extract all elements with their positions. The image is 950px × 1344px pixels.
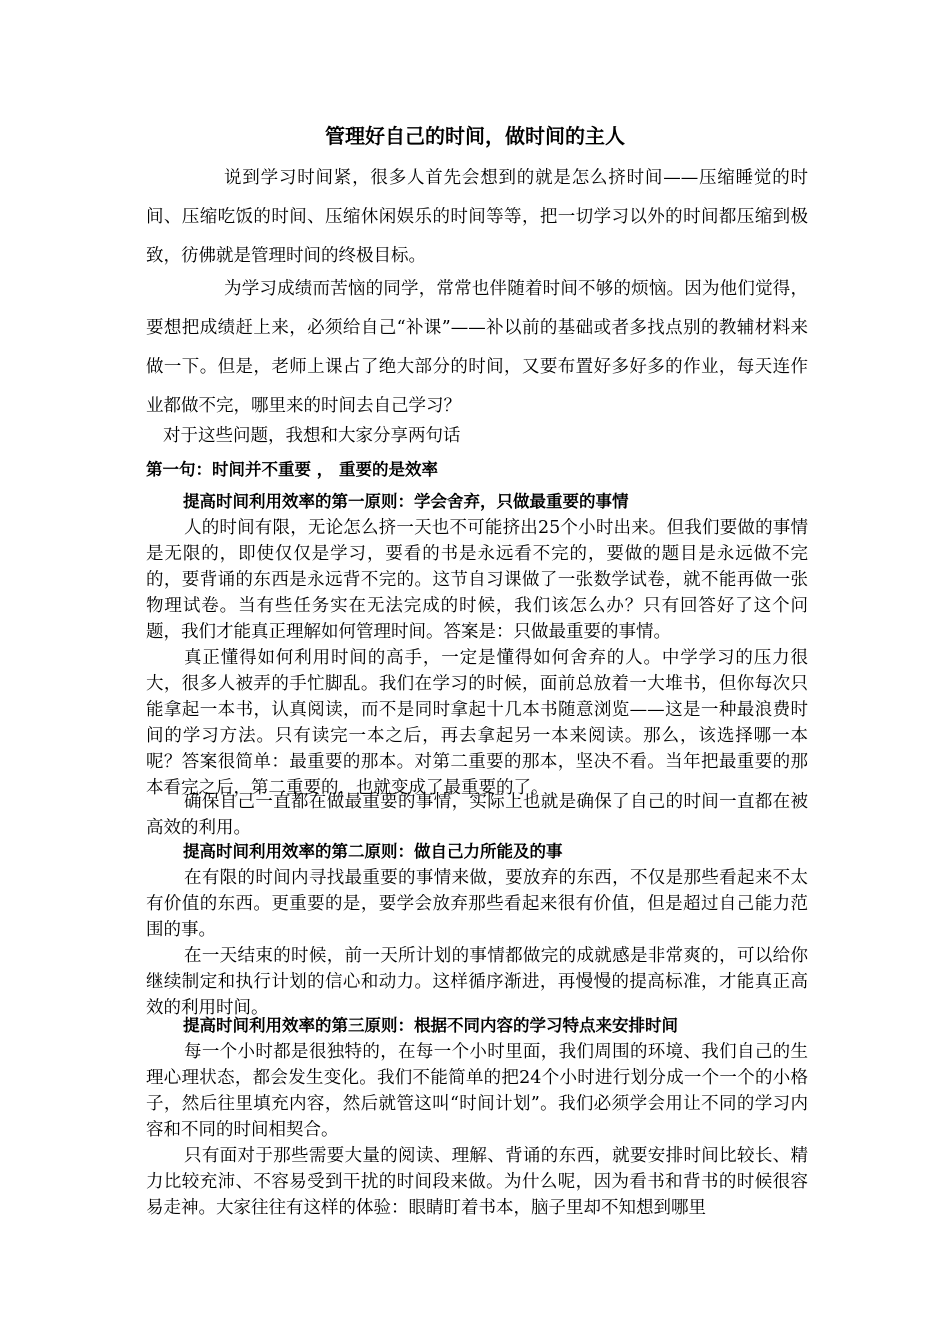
intro-paragraph-2: 为学习成绩而苦恼的同学，常常也伴随着时间不够的烦恼。因为他们觉得，要想把成绩赶上来，必须给自己“补课”——补以前的基础或者多找点别的教辅材料来做一下。但是，老师上课占了绝大部分的时间，又要布置好多好多的作业，每天连作业都做不完，哪里来的时间去自己学习？ bbox=[146, 279, 808, 416]
principle-3-heading: 提高时间利用效率的第三原则：根据不同内容的学习特点来安排时间 bbox=[183, 1016, 678, 1035]
principle-1-paragraph-1: 人的时间有限，无论怎么挤一天也不可能挤出25个小时出来。但我们要做的事情是无限的，即使仅仅是学习，要看的书是永远看不完的，要做的题目是永远做不完的，要背诵的东西是永远背不完的。这节自习课做了一张数学试卷，就不能再做一张物理试卷。当有些任务实在无法完成的时候，我们该怎么办？只有回答好了这个问题，我们才能真正理解如何管理时间。答案是：只做最重要的事情。 bbox=[146, 518, 808, 642]
principle-2-paragraph-1: 在有限的时间内寻找最重要的事情来做，要放弃的东西，不仅是那些看起来不太有价值的东西。更重要的是，要学会放弃那些看起来很有价值，但是超过自己能力范围的事。 bbox=[146, 868, 808, 940]
share-line: 对于这些问题，我想和大家分享两句话 bbox=[163, 426, 461, 446]
principle-1-paragraph-2: 真正懂得如何利用时间的高手，一定是懂得如何舍弃的人。中学学习的压力很大，很多人被弄的手忙脚乱。我们在学习的时候，面前总放着一大堆书，但你每次只能拿起一本书，认真阅读，而不是同时拿起十几本书随意浏览——这是一种最浪费时间的学习方法。只有读完一本之后，再去拿起另一本来阅读。那么，该选择哪一本呢？答案很简单：最重要的那本。对第二重要的那本，坚决不看。当年把最重要的那本看完之后，第二重要的，也就变成了最重要的了。 bbox=[146, 648, 808, 798]
intro-paragraph-1: 说到学习时间紧，很多人首先会想到的就是怎么挤时间——压缩睡觉的时间、压缩吃饭的时间、压缩休闲娱乐的时间等等，把一切学习以外的时间都压缩到极致，彷佛就是管理时间的终极目标。 bbox=[146, 168, 808, 266]
principle-1-paragraph-3: 确保自己一直都在做最重要的事情，实际上也就是确保了自己的时间一直都在被高效的利用。 bbox=[146, 792, 808, 838]
principle-3-paragraph-2: 只有面对于那些需要大量的阅读、理解、背诵的东西，就要安排时间比较长、精力比较充沛、不容易受到干扰的时间段来做。为什么呢，因为看书和背书的时候很容易走神。大家往往有这样的体验：眼睛盯着书本，脑子里却不知想到哪里 bbox=[146, 1146, 808, 1218]
principle-3-paragraph-1: 每一个小时都是很独特的，在每一个小时里面，我们周围的环境、我们自己的生理心理状态，都会发生变化。我们不能简单的把24个小时进行划分成一个一个的小格子，然后往里填充内容，然后就管这叫“时间计划”。我们必须学会用让不同的学习内容和不同的时间相契合。 bbox=[146, 1042, 808, 1140]
principle-2-heading: 提高时间利用效率的第二原则：做自己力所能及的事 bbox=[183, 842, 563, 861]
principle-1-heading: 提高时间利用效率的第一原则：学会舍弃，只做最重要的事情 bbox=[183, 492, 629, 511]
principle-2-paragraph-2: 在一天结束的时候，前一天所计划的事情都做完的成就感是非常爽的，可以给你继续制定和执行计划的信心和动力。这样循序渐进，再慢慢的提高标准，才能真正高效的利用时间。 bbox=[146, 946, 808, 1018]
document-title: 管理好自己的时间，做时间的主人 bbox=[325, 124, 625, 148]
section-heading-1: 第一句：时间并不重要 ， 重要的是效率 bbox=[146, 460, 438, 479]
